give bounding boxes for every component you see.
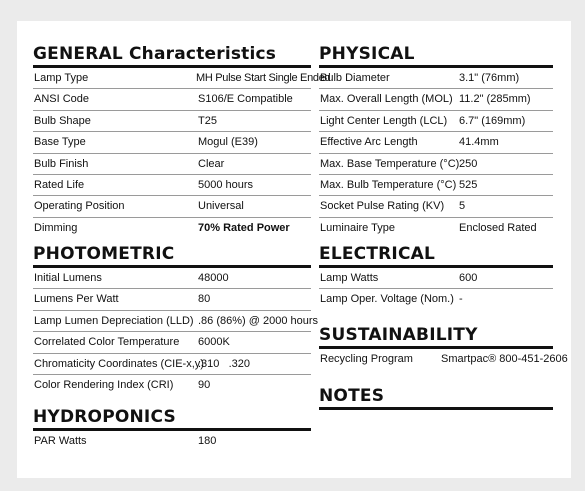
row-label: Max. Base Temperature (°C) [320,157,460,170]
row-value: 70% Rated Power [198,221,290,234]
row-label: Lamp Watts [320,272,379,284]
table-row [33,375,311,395]
table-row [33,354,311,375]
table-row [319,175,553,196]
table-row [33,431,311,451]
row-label: Bulb Finish [34,157,89,170]
electrical-table [319,268,553,310]
photometric-table [33,268,319,395]
row-value: 90 [198,378,211,391]
notes-heading: NOTES [319,385,553,410]
row-value: - [459,293,463,306]
table-row [319,349,568,369]
row-value: 5000 hours [198,178,254,191]
row-value: Enclosed Rated [459,221,537,234]
row-label: Bulb Shape [34,114,91,127]
row-label: Luminaire Type [320,221,396,234]
row-label: PAR Watts [34,435,87,447]
table-row [33,218,311,238]
table-row [33,332,311,353]
table-row [33,68,331,89]
row-label: Socket Pulse Rating (KV) [320,200,445,213]
row-label: Dimming [34,221,78,234]
row-label: Chromaticity Coordinates (CIE-x,y) [34,357,204,370]
sustainability-heading: SUSTAINABILITY [319,324,553,349]
row-value: 250 [459,157,478,170]
row-value: .310 .320 [198,357,250,370]
table-row [33,111,311,132]
photometric-section [33,243,319,395]
hydroponics-section [33,406,311,451]
row-label: Max. Bulb Temperature (°C) [320,178,457,191]
row-label: ANSI Code [34,93,90,106]
row-value: 180 [198,435,217,447]
row-value: 41.4mm [459,136,499,149]
row-value: .86 (86%) @ 2000 hours [198,314,319,327]
row-value: 6000K [198,336,230,349]
sustainability-table [319,349,568,369]
row-value: 48000 [198,272,229,284]
row-label: Initial Lumens [34,272,102,284]
table-row [33,154,311,175]
row-value: 3.1" (76mm) [459,72,520,84]
table-row [33,89,311,110]
table-row [319,196,553,217]
table-row [33,268,311,289]
table-row [319,111,553,132]
physical-table [319,68,553,238]
row-value: Mogul (E39) [198,136,258,149]
row-label: Operating Position [34,200,125,213]
general-table [33,68,331,238]
table-row [319,218,553,238]
table-row [319,89,553,110]
general-section [33,43,331,238]
row-label: Light Center Length (LCL) [320,114,448,127]
spec-sheet [17,21,571,478]
sustainability-section [319,324,568,369]
table-row [319,154,553,175]
row-value: T25 [198,114,217,127]
row-label: Lamp Lumen Depreciation (LLD) [34,314,194,327]
row-value: Clear [198,157,225,170]
table-row [319,268,553,289]
row-value: 5 [459,200,466,213]
row-label: Lumens Per Watt [34,293,119,306]
row-label: Color Rendering Index (CRI) [34,378,174,391]
electrical-heading: ELECTRICAL [319,243,553,268]
hydroponics-heading: HYDROPONICS [33,406,311,431]
row-value: 80 [198,293,211,306]
photometric-heading: PHOTOMETRIC [33,243,311,268]
row-label: Effective Arc Length [320,136,418,149]
row-label: Max. Overall Length (MOL) [320,93,453,106]
row-value: S106/E Compatible [198,93,293,106]
electrical-section [319,243,553,310]
table-row [33,175,311,196]
table-row [33,196,311,217]
row-value: 6.7" (169mm) [459,114,526,127]
physical-section [319,43,553,238]
row-value: 525 [459,178,478,191]
row-label: Recycling Program [320,353,413,365]
row-value: MH Pulse Start Single Ended [196,72,331,84]
row-label: Bulb Diameter [320,72,390,84]
table-row [33,132,311,153]
row-label: Rated Life [34,178,85,191]
hydroponics-table [33,431,311,451]
row-value: Universal [198,200,244,213]
row-label: Lamp Type [34,72,89,84]
table-row [319,68,553,89]
row-value: 600 [459,272,478,284]
notes-section [319,385,553,410]
table-row [319,289,553,309]
physical-heading: PHYSICAL [319,43,553,68]
row-label: Base Type [34,136,86,149]
row-value: Smartpac® 800-451-2606 [441,353,568,365]
table-row [319,132,553,153]
table-row [33,289,311,310]
row-label: Correlated Color Temperature [34,336,180,349]
general-heading: GENERAL Characteristics [33,43,311,68]
row-value: 11.2" (285mm) [459,93,531,106]
row-label: Lamp Oper. Voltage (Nom.) [320,293,454,306]
table-row [33,311,319,332]
